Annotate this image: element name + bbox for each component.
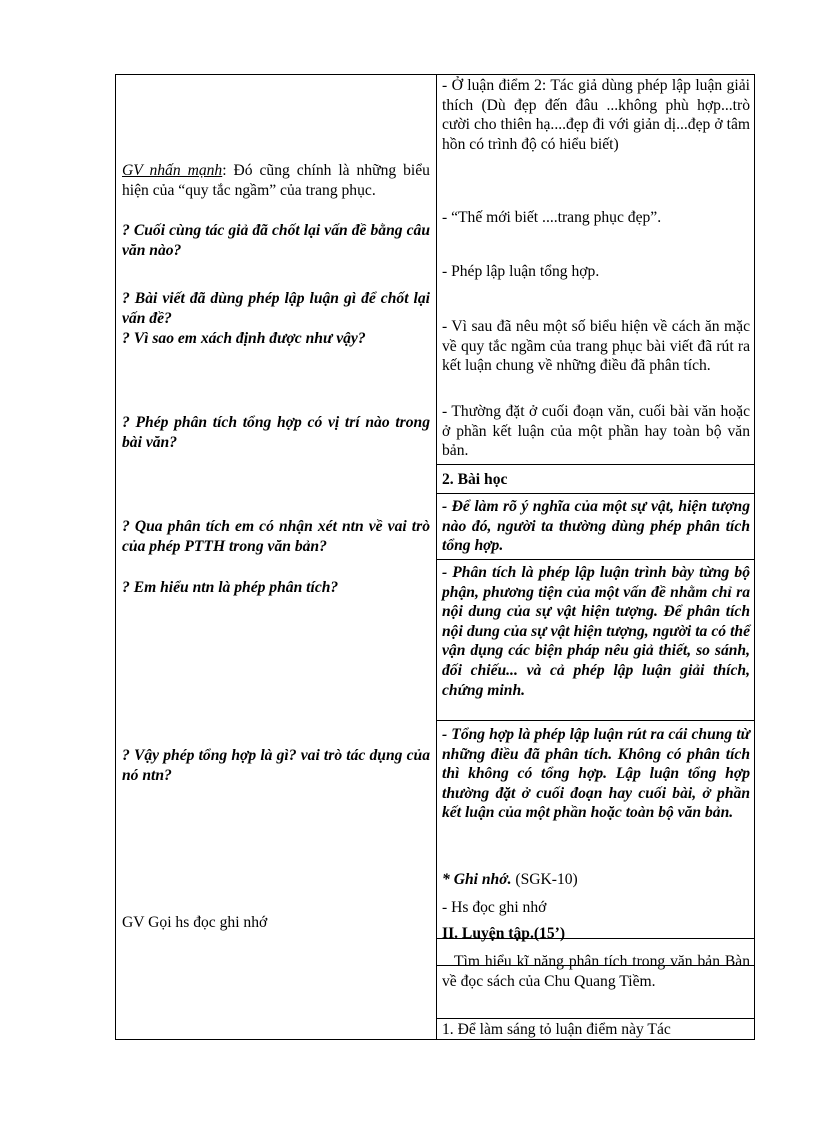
point-2-text: - Ở luận điểm 2: Tác giả dùng phép lập luận giải thích (Dù đẹp đến đâu ...không phù hợp...trò cười cho thiên hạ....đẹp đi với giản dị...đẹp ở tâm hồn có trình độ có hiểu biết) [442, 77, 750, 153]
practice-heading-line [442, 924, 750, 944]
row-divider [436, 720, 754, 721]
gv-read-instruction: GV Gọi hs đọc ghi nhớ [122, 914, 268, 931]
gv-emphasis [122, 161, 430, 200]
position-answer: - Thường đặt ở cuối đoạn văn, cuối bài văn hoặc ở phần kết luận của một phần hay toàn bộ văn bản. [442, 403, 750, 460]
lesson-heading: 2. Bài học [442, 471, 508, 488]
row-divider [436, 464, 754, 465]
row-divider [436, 493, 754, 494]
gv-emphasis-text: : Đó cũng chính là những biểu hiện của “quy tắc ngầm” của trang phục. [122, 162, 430, 199]
reason-answer: - Vì sau đã nêu một số biểu hiện về cách ăn mặc về quy tắc ngầm của trang phục bài viết đã rút ra kết luận chung về những điều đã phân tích. [442, 318, 750, 375]
lesson-table [115, 74, 755, 1040]
note-label: * Ghi nhớ. [442, 871, 512, 888]
practice-intro: Tìm hiểu kĩ năng phân tích trong văn bản Bàn về đọc sách của Chu Quang Tiềm. [442, 953, 750, 990]
synthesis-definition: - Tổng hợp là phép lập luận rút ra cái chung từ những điều đã phân tích. Không có phân tích thì không có tổng hợp. Lập luận tổng hợp thường đặt ở cuối đoạn hay cuối bài, ở phần kết luận của một phần hoặc toàn bộ văn bản. [442, 726, 750, 822]
role-answer: - Để làm rõ ý nghĩa của một sự vật, hiện tượng nào đó, người ta thường dùng phép phân tích tổng hợp. [442, 498, 750, 555]
analysis-definition: - Phân tích là phép lập luận trình bày từng bộ phận, phương tiện của một vấn đề nhằm chỉ ra nội dung của sự vật hiện tượng. Để phân tích nội dung của sự vật hiện tượng, người ta có thể vận dụng các biện pháp nêu giả thiết, so sánh, đối chiếu... và cả phép lập luận giải thích, chứng minh. [442, 564, 750, 699]
note-ref: (SGK-10) [511, 871, 578, 888]
row-divider [436, 1018, 754, 1019]
question-conclusion: ? Cuối cùng tác giả đã chốt lại vấn đề bằng câu văn nào? [122, 222, 430, 259]
conclusion-quote: - “Thế mới biết ....trang phục đẹp”. [442, 209, 662, 226]
hs-read-note: - Hs đọc ghi nhớ [442, 899, 547, 916]
question-why: ? Vì sao em xách định được như vậy? [122, 330, 366, 347]
question-method: ? Bài viết đã dùng phép lập luận gì để chốt lại vấn đề? [122, 290, 430, 327]
question-role: ? Qua phân tích em có nhận xét ntn về vai trò của phép PTTH trong văn bản? [122, 518, 430, 555]
gv-emphasis-label: GV nhấn mạnh [122, 162, 223, 179]
question-position: ? Phép phân tích tổng hợp có vị trí nào trong bài văn? [122, 414, 430, 451]
question-synthesis: ? Vậy phép tổng hợp là gì? vai trò tác dụng của nó ntn? [122, 747, 430, 784]
practice-item-1: 1. Để làm sáng tỏ luận điểm này Tác [442, 1021, 671, 1038]
question-analysis: ? Em hiểu ntn là phép phân tích? [122, 579, 339, 596]
practice-time: (15’) [533, 925, 566, 942]
practice-heading: II. Luyện tập. [442, 925, 534, 942]
row-divider [436, 559, 754, 560]
column-divider [436, 75, 437, 1039]
method-answer: - Phép lập luận tổng hợp. [442, 263, 600, 280]
note-line [442, 870, 750, 890]
